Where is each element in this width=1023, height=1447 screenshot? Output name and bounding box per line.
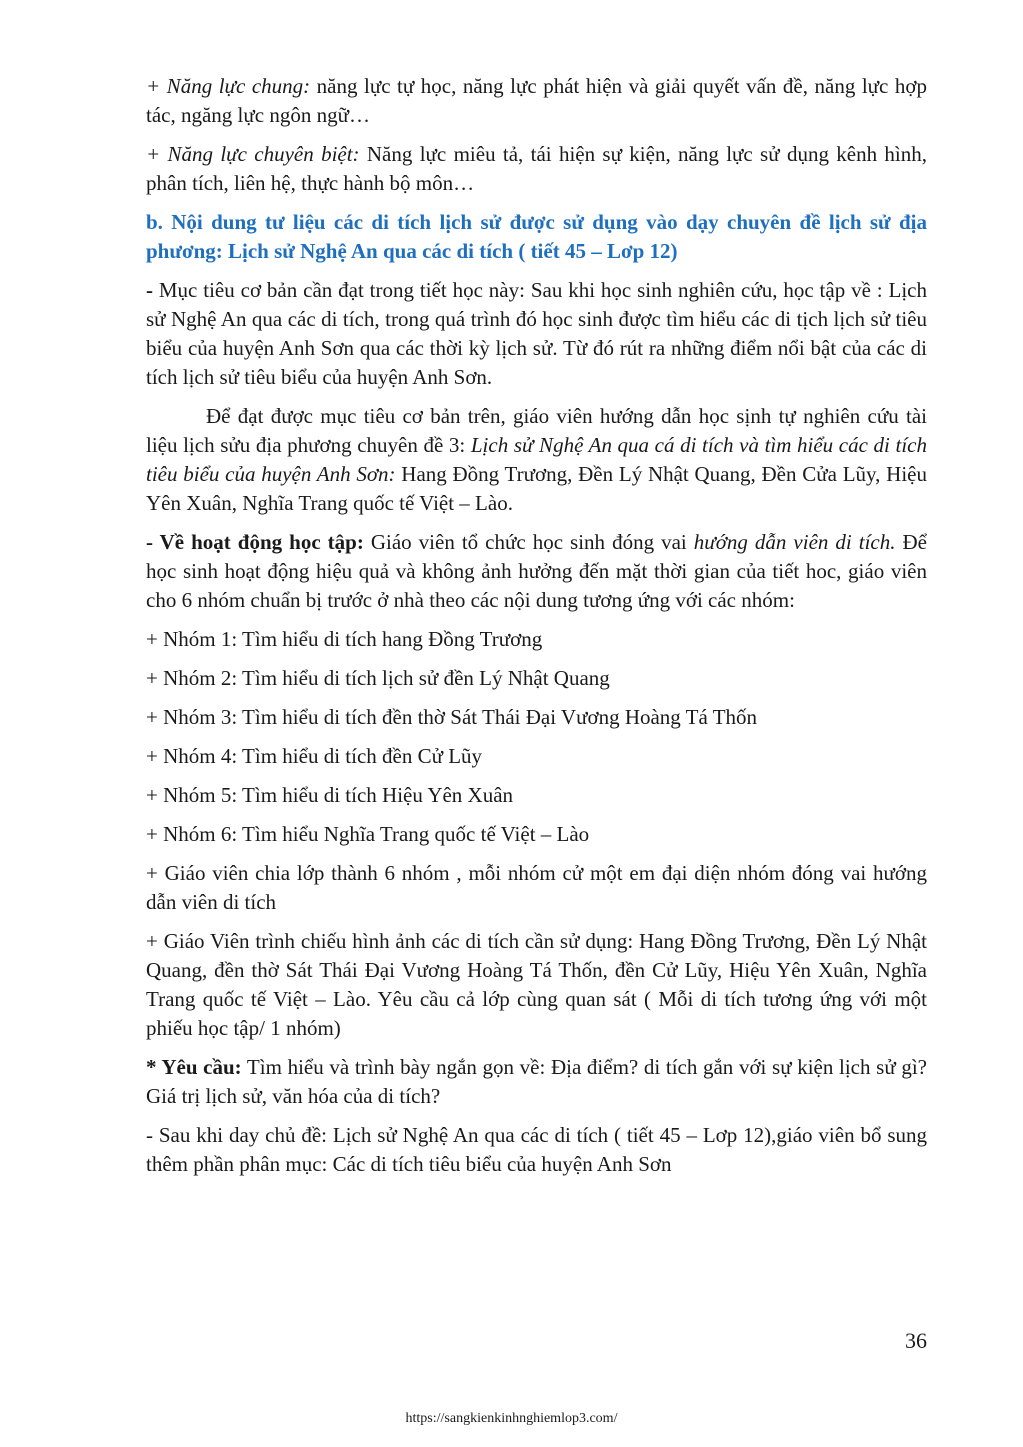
group-item-3: + Nhóm 3: Tìm hiểu di tích đền thờ Sát Thái Đại Vương Hoàng Tá Thốn [146,705,758,729]
activities-italic: hướng dẫn viên di tích. [693,530,896,554]
group-item-2: + Nhóm 2: Tìm hiểu di tích lịch sử đền Lý Nhật Quang [146,666,610,690]
requirement-text: Tìm hiểu và trình bày ngắn gọn về: Địa điểm? di tích gắn với sự kiện lịch sử gì? Giá trị lịch sử, văn hóa của di tích? [146,1055,927,1108]
group-item-5: + Nhóm 5: Tìm hiểu di tích Hiệu Yên Xuân [146,783,514,807]
instruction-text-b: Hang Đồng Trương, Đền Lý Nhật Quang, Đền Cửa Lũy, Hiệu Yên Xuân, Nghĩa Trang quốc tế Việt – Lào. [146,462,927,515]
paragraph-general-competence [146,72,927,130]
page-number: 36 [905,1328,927,1353]
activities-text-a: Giáo viên tổ chức học sinh đóng vai [363,530,694,554]
objective-dash: - [146,278,153,302]
paragraph-projection: + Giáo Viên trình chiếu hình ảnh các di tích cần sử dụng: Hang Đồng Trương, Đền Lý Nhật Quang, đền thờ Sát Thái Đại Vương Hoàng Tá Thốn, đền Cử Lũy, Hiệu Yên Xuân, Nghĩa Trang quốc tế Việt – Lào. Yêu cầu cả lớp cùng quan sát ( Mỗi di tích tương ứng với một phiếu học tập/ 1 nhóm) [146,929,927,1040]
instruction-italic: Lịch sử Nghệ An qua cá di tích và tìm hiểu các di tích tiêu biểu của huyện Anh Sơn: [146,433,927,486]
activities-label: - Về hoạt động học tập: [146,530,364,554]
objective-text: Mục tiêu cơ bản cần đạt trong tiết học này: Sau khi học sinh nghiên cứu, học tập về : Lịch sử Nghệ An qua các di tích, trong quá trình đó học sinh được tìm hiểu các di tịch lịch sử tiêu biểu của huyện Anh Sơn qua các thời kỳ lịch sử. Từ đó rút ra những điểm nổi bật của các di tích lịch sử tiêu biểu của huyện Anh Sơn. [146,278,927,389]
section-heading: b. Nội dung tư liệu các di tích lịch sử được sử dụng vào dạy chuyên đề lịch sử địa phương: Lịch sử Nghệ An qua các di tích ( tiết 45 – Lơp 12) [146,210,927,263]
specific-competence-label: + Năng lực chuyên biệt: [146,142,360,166]
instruction-text-a: Để đạt được mục tiêu cơ bản trên, giáo viên hướng dẫn học sịnh tự nghiên cứu tài liệu lịch sửu địa phương chuyên đề 3: [146,404,927,457]
paragraph-supplement: - Sau khi day chủ đề: Lịch sử Nghệ An qua các di tích ( tiết 45 – Lơp 12),giáo viên bổ sung thêm phần phân mục: Các di tích tiêu biểu của huyện Anh Sơn [146,1123,927,1176]
general-competence-text: năng lực tự học, năng lực phát hiện và giải quyết vấn đề, năng lực hợp tác, ngăng lực ngôn ngữ… [146,74,927,127]
paragraph-class-division: + Giáo viên chia lớp thành 6 nhóm , mỗi nhóm cử một em đại diện nhóm đóng vai hướng dẫn viên di tích [146,861,927,914]
paragraph-instruction [146,402,927,518]
general-competence-label: + Năng lực chung: [146,74,311,98]
group-item-1: + Nhóm 1: Tìm hiểu di tích hang Đồng Trương [146,627,543,651]
activities-text-b: Để học sinh hoạt động hiệu quả và không ảnh hưởng đến mặt thời gian của tiết hoc, giáo viên cho 6 nhóm chuẩn bị trước ở nhà theo các nội dung tương ứng với các nhóm: [146,530,927,612]
paragraph-specific-competence [146,140,927,198]
group-item-6: + Nhóm 6: Tìm hiểu Nghĩa Trang quốc tế Việt – Lào [146,822,590,846]
paragraph-activities [146,528,927,615]
group-item-4: + Nhóm 4: Tìm hiểu di tích đền Cử Lũy [146,744,483,768]
requirement-label: * Yêu cầu: [146,1055,242,1079]
footer-url[interactable]: https://sangkienkinhnghiemlop3.com/ [405,1411,618,1426]
paragraph-requirement [146,1053,927,1111]
paragraph-objective [146,276,927,392]
specific-competence-text: Năng lực miêu tả, tái hiện sự kiện, năng lực sử dụng kênh hình, phân tích, liên hệ, thực hành bộ môn… [146,142,928,195]
